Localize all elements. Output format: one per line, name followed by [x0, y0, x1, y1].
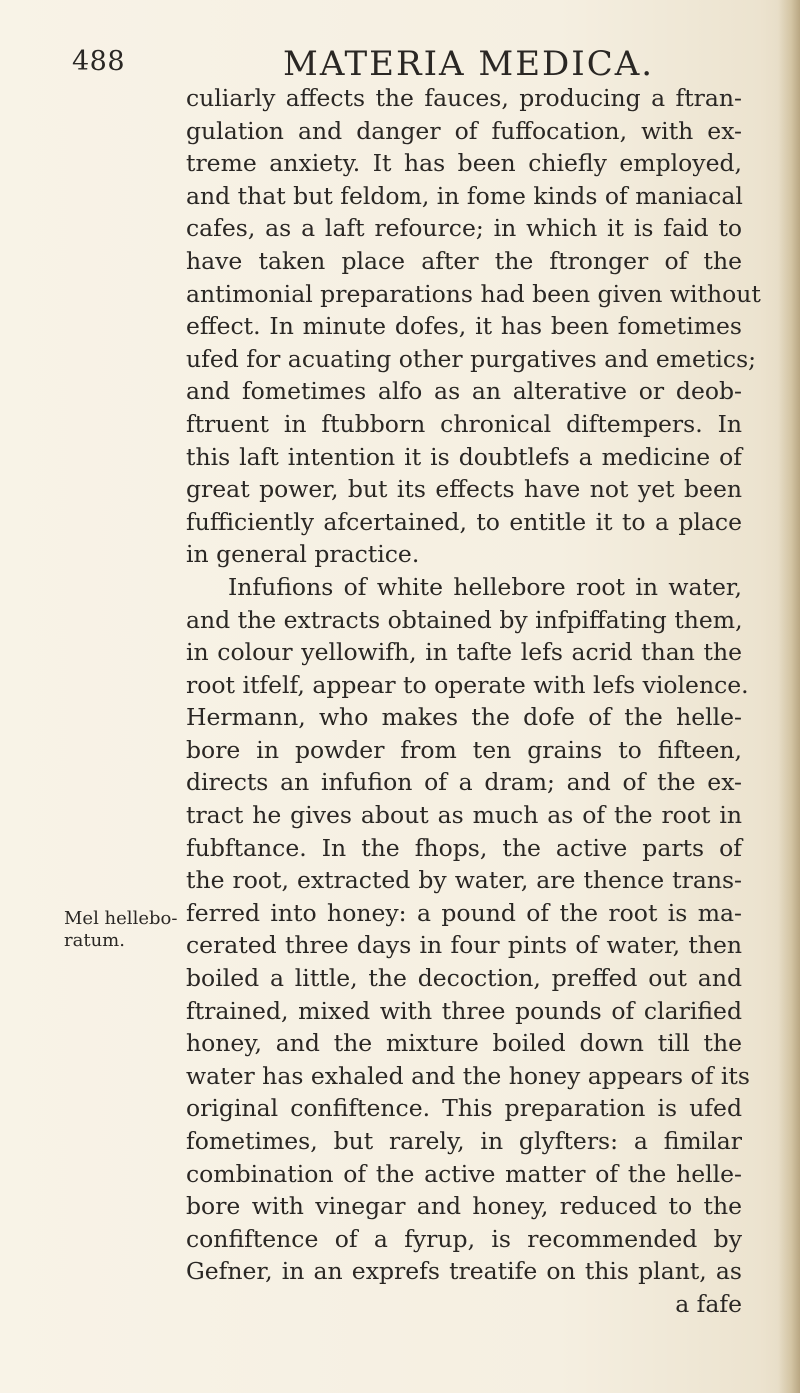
- page-number: 488: [72, 46, 126, 77]
- text-line: culiarly affects the fauces, producing a ftran-: [186, 84, 742, 112]
- text-line: treme anxiety. It has been chiefly employed,: [186, 149, 742, 178]
- running-head: MATERIA MEDICA.: [283, 44, 655, 84]
- catchword: a fafe: [675, 1289, 742, 1318]
- margin-note-line: ratum.: [64, 930, 125, 951]
- text-line: honey, and the mixture boiled down till the: [186, 1029, 742, 1058]
- text-line: antimonial preparations had been given without: [186, 279, 761, 308]
- text-line: fufficiently afcertained, to entitle it to a place: [186, 507, 742, 536]
- text-line: tract he gives about as much as of the root in: [186, 801, 742, 830]
- text-line: ufed for acuating other purgatives and emetics;: [186, 344, 757, 373]
- text-line: fometimes, but rarely, in glyfters: a fimilar: [186, 1127, 742, 1155]
- text-line: in general practice.: [186, 540, 420, 569]
- text-line: bore with vinegar and honey, reduced to the: [186, 1192, 742, 1221]
- margin-note: [64, 908, 177, 952]
- text-line: have taken place after the ftronger of the: [186, 246, 742, 275]
- text-line: confiftence of a fyrup, is recommended by: [186, 1224, 742, 1253]
- text-line: and fometimes alfo as an alterative or deob-: [186, 377, 742, 406]
- text-line: gulation and danger of fuffocation, with ex-: [186, 116, 742, 145]
- text-line: ftrained, mixed with three pounds of clarified: [186, 996, 742, 1025]
- text-line: Infufions of white hellebore root in water,: [228, 572, 742, 601]
- text-line: directs an infufion of a dram; and of the ex-: [186, 768, 742, 797]
- page-edge-shadow: [778, 0, 800, 1393]
- text-line: great power, but its effects have not yet been: [186, 475, 742, 504]
- margin-note-line: Mel hellebo-: [64, 908, 178, 929]
- text-line: Hermann, who makes the dofe of the helle-: [186, 703, 742, 732]
- text-line: original confiftence. This preparation is ufed: [186, 1094, 742, 1123]
- text-line: and that but feldom, in fome kinds of maniacal: [186, 181, 743, 210]
- text-line: in colour yellowifh, in tafte lefs acrid than the: [186, 638, 742, 667]
- text-line: the root, extracted by water, are thence trans-: [186, 866, 742, 895]
- text-line: cafes, as a laft refource; in which it is faid to: [186, 214, 742, 243]
- text-line: cerated three days in four pints of water, then: [186, 931, 742, 960]
- text-line: and the extracts obtained by infpiffating them,: [186, 605, 743, 634]
- text-line: effect. In minute dofes, it has been fometimes: [186, 312, 742, 341]
- text-line: bore in powder from ten grains to fifteen,: [186, 735, 742, 764]
- text-line: water has exhaled and the honey appears of its: [186, 1061, 750, 1090]
- text-line: this laft intention it is doubtlefs a medicine of: [186, 442, 742, 471]
- body-text: [186, 82, 761, 1321]
- text-line: ftruent in ftubborn chronical diftempers. In: [186, 409, 742, 438]
- text-line: Gefner, in an exprefs treatife on this plant, as: [186, 1257, 742, 1286]
- text-line: fubftance. In the fhops, the active parts of: [186, 833, 742, 862]
- text-line: ferred into honey: a pound of the root is ma-: [186, 898, 742, 927]
- text-line: combination of the active matter of the helle-: [186, 1159, 742, 1188]
- text-line: boiled a little, the decoction, preffed out and: [186, 964, 742, 993]
- text-line: root itfelf, appear to operate with lefs violence.: [186, 670, 749, 699]
